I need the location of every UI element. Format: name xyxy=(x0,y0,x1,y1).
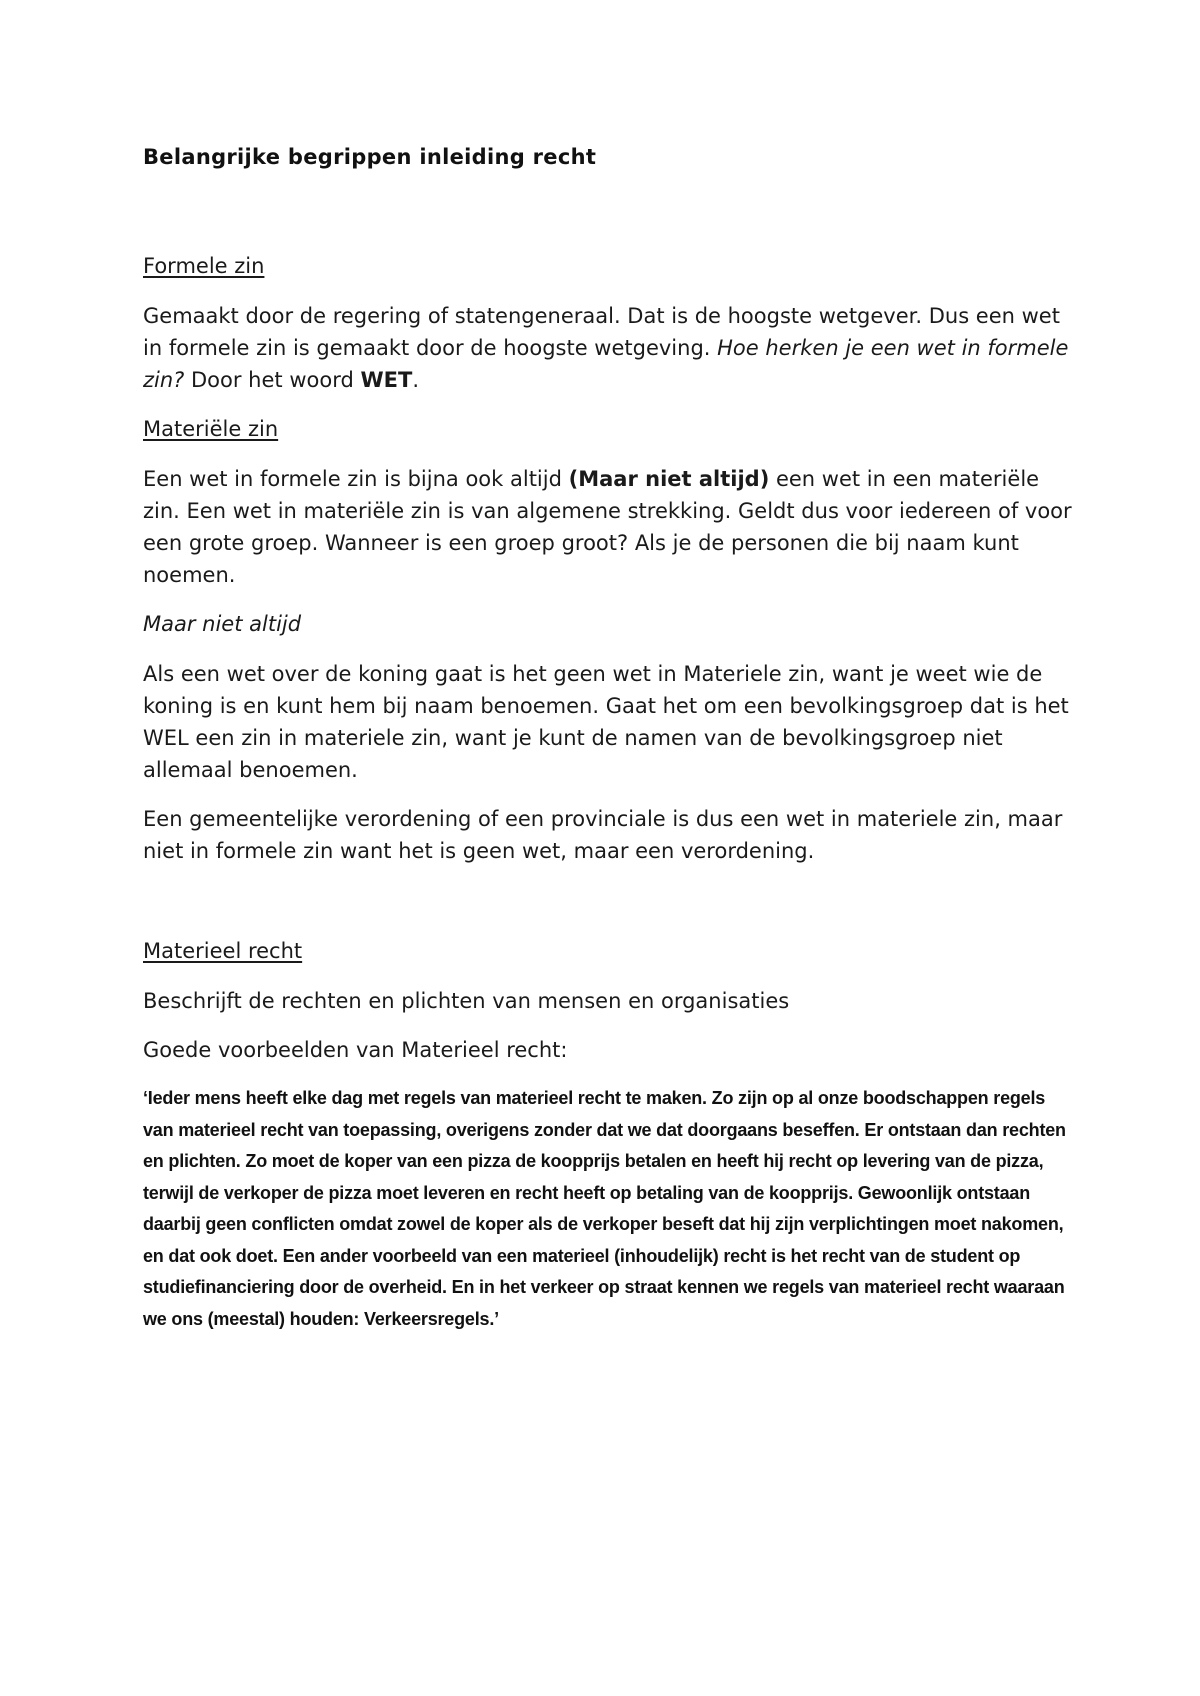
bold-wet: WET xyxy=(360,368,413,392)
text-segment: een wet in een materiële zin. Een wet in materiële zin is van algemene strekking. Geldt dus voor iedereen of voor een grote groep. Wanneer is een groep groot? Als je de personen die bij naam kunt noemen. xyxy=(143,467,1072,587)
paragraph-formele-zin xyxy=(143,300,1073,396)
heading-formele-zin: Formele zin xyxy=(143,254,265,278)
paragraph-materiele-zin xyxy=(143,463,1073,591)
italic-question: Hoe herken je een wet in formele zin? xyxy=(143,336,1069,392)
subheading-maar-niet-altijd: Maar niet altijd xyxy=(143,612,302,636)
text-segment: Door het woord xyxy=(184,368,361,392)
text-segment: . xyxy=(412,368,419,392)
paragraph-voorbeelden: Goede voorbeelden van Materieel recht: xyxy=(143,1038,568,1062)
quote-materieel-recht: ‘Ieder mens heeft elke dag met regels van materieel recht te maken. Zo zijn op al onze boodschappen regels van materieel recht van toepassing, overigens zonder dat we dat doorgaans beseffen. Er ontstaan dan rechten en plichten. Zo moet de koper van een pizza de koopprijs betalen en heeft hij recht op levering van de pizza, terwijl de verkoper de pizza moet leveren en recht heeft op betaling van de koopprijs. Gewoonlijk ontstaan daarbij geen conflicten omdat zowel de koper als de verkoper beseft dat hij zijn verplichtingen moet nakomen, en dat ook doet. Een ander voorbeeld van een materieel (inhoudelijk) recht is het recht van de student op studiefinanciering door de overheid. En in het verkeer op straat kennen we regels van materieel recht waaraan we ons (meestal) houden: Verkeersregels.’ xyxy=(143,1088,1066,1329)
paragraph-beschrijft: Beschrijft de rechten en plichten van mensen en organisaties xyxy=(143,989,790,1013)
document-page xyxy=(143,140,1073,1335)
heading-materiele-zin: Materiële zin xyxy=(143,417,279,441)
text-segment: Gemaakt door de regering of statengeneraal. Dat is de hoogste wetgever. Dus een wet in formele zin is gemaakt door de hoogste wetgeving. xyxy=(143,304,1060,360)
paragraph-koning: Als een wet over de koning gaat is het geen wet in Materiele zin, want je weet wie de koning is en kunt hem bij naam benoemen. Gaat het om een bevolkingsgroep dat is het WEL een zin in materiele zin, want je kunt de namen van de bevolkingsgroep niet allemaal benoemen. xyxy=(143,662,1069,782)
paragraph-verordening: Een gemeentelijke verordening of een provinciale is dus een wet in materiele zin, maar niet in formele zin want het is geen wet, maar een verordening. xyxy=(143,807,1063,863)
heading-materieel-recht: Materieel recht xyxy=(143,939,303,963)
text-segment: Een wet in formele zin is bijna ook altijd xyxy=(143,467,569,491)
bold-maar-niet-altijd: (Maar niet altijd) xyxy=(568,467,770,491)
document-title: Belangrijke begrippen inleiding recht xyxy=(143,145,597,169)
